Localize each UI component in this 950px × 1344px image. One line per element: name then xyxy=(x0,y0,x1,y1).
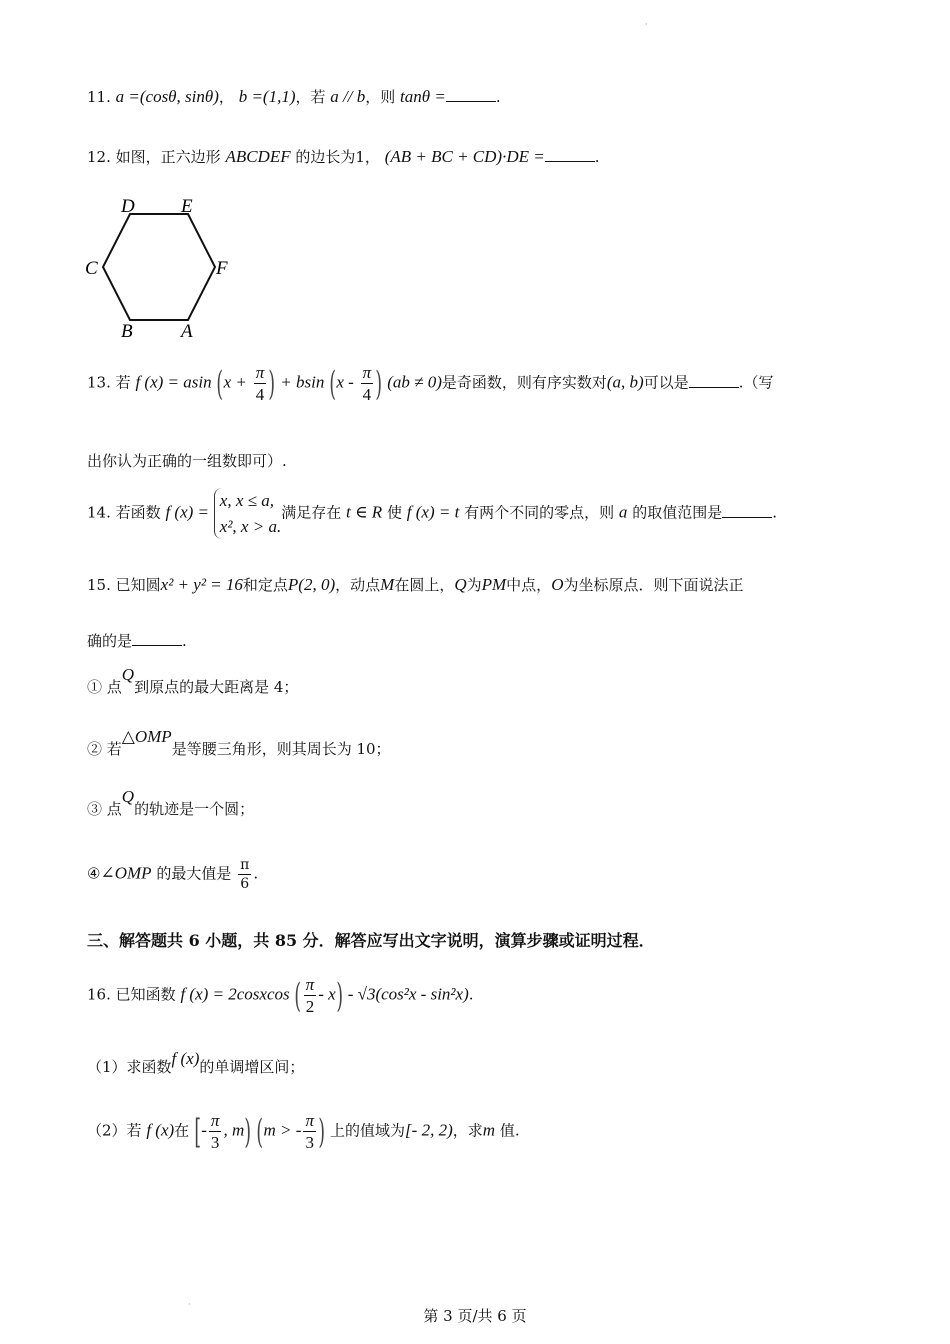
q11-comma: ， xyxy=(218,88,234,106)
q12-number: 12. xyxy=(87,148,111,166)
q13-pair: (a, b) xyxy=(606,372,644,392)
q13-fraction-1: $\frac{\pi}{4}$ xyxy=(255,363,265,404)
hexagon-shape xyxy=(103,214,215,320)
section-heading: 三、解答题共 6 小题，共 85 分．解答应写出文字说明，演算步骤或证明过程． xyxy=(87,931,655,950)
question-11 xyxy=(87,86,501,107)
q11-vector-b: b =(1,1) xyxy=(238,87,296,106)
q14-t-in-r: t ∈ R xyxy=(346,502,383,522)
q11-ask: tanθ = xyxy=(400,87,446,106)
q15-opt4-angle: ∠OMP xyxy=(100,863,152,883)
q13-text-2: 可以是 xyxy=(643,373,689,392)
left-paren: ( xyxy=(216,363,224,404)
hexagon-figure xyxy=(85,192,245,342)
q14-text-3: 有两个不同的零点，则 xyxy=(464,503,615,522)
q15-m: M xyxy=(380,575,395,594)
left-paren: ( xyxy=(294,975,302,1016)
q13-number: 13. xyxy=(87,373,111,392)
q15-opt2-triangle: △OMP xyxy=(121,727,172,746)
q12-hexagon-name: ABCDEF xyxy=(225,147,291,166)
q15-text-3: 在圆上， xyxy=(394,576,455,594)
q13-x-minus: x - xyxy=(336,372,354,392)
q14-fxt: f (x) = t xyxy=(406,502,460,522)
q13-fraction-2: $\frac{\pi}{4}$ xyxy=(362,363,372,404)
q13-x-plus: x + xyxy=(223,372,247,392)
q14-end: . xyxy=(772,503,777,522)
q11-vector-a: a =(cosθ, sinθ) xyxy=(115,87,219,106)
answer-blank xyxy=(545,148,595,163)
q12-expression: (AB + BC + CD)·DE = xyxy=(384,147,545,166)
question-13 xyxy=(87,364,774,403)
q15-o: O xyxy=(551,575,564,594)
q16-part-1: （1）求函数f (x)的单调增区间； xyxy=(87,1049,305,1076)
q16-p2-range: [- 2, 2) xyxy=(405,1120,453,1140)
q14-a: a xyxy=(618,502,628,522)
q14-fx: f (x) = xyxy=(165,502,209,522)
answer-blank xyxy=(689,373,739,388)
q15-pm: PM xyxy=(481,575,507,594)
left-paren: ( xyxy=(329,363,337,404)
q15-opt4-fraction: $\frac{\pi}{6}$ xyxy=(240,857,250,892)
q15-text-5: 中点， xyxy=(506,576,552,594)
q15-pre: 已知圆 xyxy=(115,576,161,594)
question-12 xyxy=(87,146,600,167)
q14-piecewise xyxy=(214,488,281,539)
q15-circle: x² + y² = 16 xyxy=(160,575,243,594)
q12-text-2: 的边长为1， xyxy=(295,148,380,166)
q13-line-2: 出你认为正确的一组数即可）. xyxy=(87,452,287,470)
q11-number: 11. xyxy=(87,88,111,106)
q16-rest: - √3(cos²x - sin²x) xyxy=(347,984,469,1004)
q15-option-3: ③ 点Q的轨迹是一个圆； xyxy=(87,787,255,818)
q15-text-1: 和定点 xyxy=(242,576,288,594)
q16-p2-m: m xyxy=(482,1120,496,1140)
q14-pre: 若函数 xyxy=(115,503,161,522)
q16-p2-fraction-1: $\frac{\pi}{3}$ xyxy=(210,1111,220,1152)
q16-pre: 已知函数 xyxy=(115,985,176,1004)
q13-plus-b: + bsin xyxy=(280,372,325,392)
q15-line-2: 确的是 . xyxy=(87,632,187,650)
label-E: E xyxy=(181,196,193,217)
q14-text-2: 使 xyxy=(386,503,402,522)
q16-minus-x: - x xyxy=(318,984,336,1004)
q13-end: .（写 xyxy=(738,373,774,392)
q14-case-2: x², x > a. xyxy=(219,516,282,536)
q15-q: Q xyxy=(454,575,467,594)
q11-end: . xyxy=(495,88,501,106)
label-B: B xyxy=(121,321,133,342)
scan-dot: · xyxy=(188,1300,191,1309)
q13-ab-condition: (ab ≠ 0) xyxy=(387,372,442,392)
q15-option-4: ④∠OMP 的最大值是 $\frac{\pi}{6}$ . xyxy=(87,857,259,892)
q12-end: . xyxy=(594,148,600,166)
q16-fx: f (x) = 2cosxcos xyxy=(180,984,290,1004)
q16-fraction: $\frac{\pi}{2}$ xyxy=(305,975,315,1016)
q15-opt1-q: Q xyxy=(121,665,135,684)
right-paren: ) xyxy=(375,363,383,404)
q15-option-1: ① 点Q到原点的最大距离是 4； xyxy=(87,665,299,696)
label-A: A xyxy=(181,321,193,342)
answer-blank xyxy=(132,632,182,647)
q16-end: . xyxy=(468,985,474,1004)
q14-number: 14. xyxy=(87,503,111,522)
q16-p2-fraction-2: $\frac{\pi}{3}$ xyxy=(305,1111,314,1152)
q11-condition-post: ，则 xyxy=(365,88,396,106)
q14-text-1: 满足存在 xyxy=(281,503,342,522)
q15-text-4: 为 xyxy=(466,576,482,594)
q11-condition-pre: ，若 xyxy=(295,88,326,106)
label-C: C xyxy=(85,258,98,279)
q15-option-2: ② 若△OMP是等腰三角形，则其周长为 10； xyxy=(87,727,391,758)
question-16 xyxy=(87,976,474,1015)
q16-p1-fx: f (x) xyxy=(171,1049,200,1068)
answer-blank xyxy=(446,88,496,103)
q14-text-4: 的取值范围是 xyxy=(632,503,723,522)
q15-opt3-q: Q xyxy=(121,787,135,806)
question-15 xyxy=(87,574,743,595)
q15-text-6: 为坐标原点．则下面说法正 xyxy=(563,576,744,594)
q13-expr-a: f (x) = asin xyxy=(135,372,212,392)
q15-number: 15. xyxy=(87,576,111,594)
label-F: F xyxy=(216,258,228,279)
q16-part-2: （2）若 f (x)在 [- $\frac{\pi}{3}$ , m) (m > - $\frac{\pi}{3}$ ) 上的值域为[- 2, 2)，求m 值. xyxy=(87,1111,520,1152)
q12-text: 如图，正六边形 xyxy=(115,148,221,166)
q15-text-2: ，动点 xyxy=(335,576,381,594)
q13-text-1: 是奇函数，则有序实数对 xyxy=(441,373,607,392)
q16-number: 16. xyxy=(87,985,111,1004)
answer-blank xyxy=(722,503,772,518)
page-footer: 第 3 页/共 6 页 xyxy=(423,1307,527,1325)
right-paren: ) xyxy=(268,363,276,404)
q15-point: P(2, 0) xyxy=(287,575,336,594)
q16-p2-fx: f (x) xyxy=(146,1120,175,1140)
q13-pre: 若 xyxy=(115,373,131,392)
label-D: D xyxy=(121,196,135,217)
question-14 xyxy=(87,488,777,539)
right-paren: ) xyxy=(335,975,343,1016)
q14-case-1: x, x ≤ a, xyxy=(219,491,274,510)
scan-dot: · xyxy=(645,20,648,29)
q11-parallel: a // b xyxy=(330,87,366,106)
